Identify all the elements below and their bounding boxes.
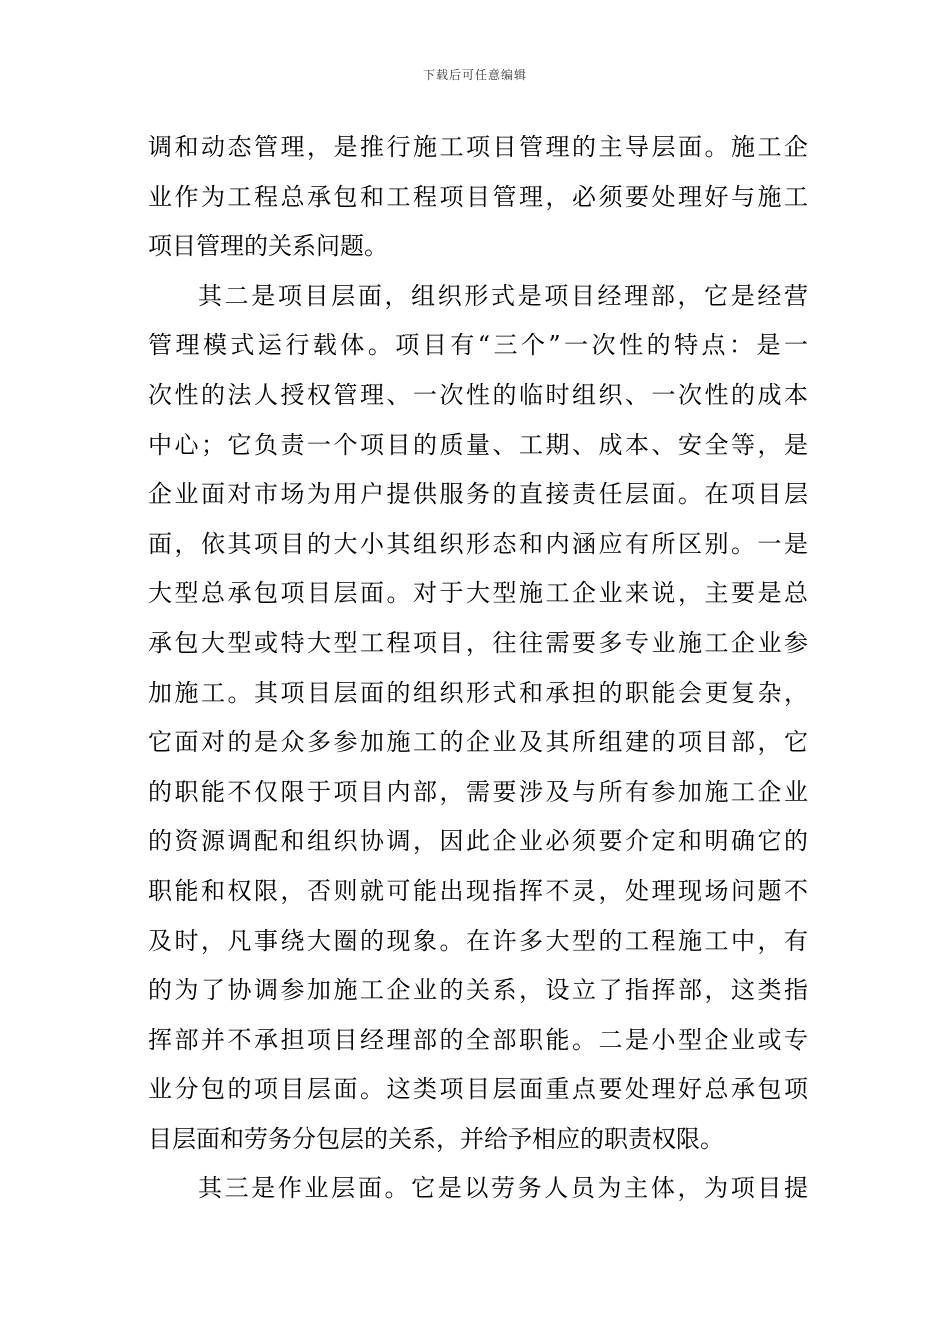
text-line: 项目管理的关系问题。 [148, 232, 388, 261]
text-line: 其二是项目层面，组织形式是项目经理部，它是经营 [198, 281, 808, 310]
text-line: 中心；它负责一个项目的质量、工期、成本、安全等，是 [148, 430, 808, 459]
text-line: 次性的法人授权管理、一次性的临时组织、一次性的成本 [148, 380, 808, 409]
text-line: 目层面和劳务分包层的关系，并给予相应的职责权限。 [148, 1124, 724, 1153]
text-line: 面，依其项目的大小其组织形态和内涵应有所区别。一是 [148, 529, 808, 558]
page-header: 下载后可任意编辑 [422, 68, 527, 82]
text-line: 大型总承包项目层面。对于大型施工企业来说，主要是总 [148, 579, 808, 608]
text-line: 职能和权限，否则就可能出现指挥不灵，处理现场问题不 [148, 876, 808, 905]
text-line: 的资源调配和组织协调，因此企业必须要介定和明确它的 [148, 827, 808, 856]
text-line: 调和动态管理，是推行施工项目管理的主导层面。施工企 [148, 133, 808, 161]
text-line: 的职能不仅限于项目内部，需要涉及与所有参加施工企业 [148, 777, 808, 806]
text-line: 企业面对市场为用户提供服务的直接责任层面。在项目层 [148, 480, 808, 509]
text-line: 业作为工程总承包和工程项目管理，必须要处理好与施工 [148, 182, 808, 211]
document-body [148, 123, 808, 1214]
text-line: 承包大型或特大型工程项目，往往需要多专业施工企业参 [148, 628, 808, 657]
text-line: 业分包的项目层面。这类项目层面重点要处理好总承包项 [148, 1075, 808, 1104]
paragraph-1 [148, 123, 808, 272]
paragraph-3 [148, 1164, 808, 1214]
paragraph-2 [148, 272, 808, 1165]
text-line: 挥部并不承担项目经理部的全部职能。二是小型企业或专 [148, 1025, 808, 1054]
text-line: 加施工。其项目层面的组织形式和承担的职能会更复杂， [148, 678, 808, 707]
text-line: 其三是作业层面。它是以劳务人员为主体，为项目提 [198, 1174, 808, 1203]
text-line: 的为了协调参加施工企业的关系，设立了指挥部，这类指 [148, 976, 808, 1005]
text-line: 及时，凡事绕大圈的现象。在许多大型的工程施工中，有 [148, 926, 808, 955]
text-line: 管理模式运行载体。项目有“三个”一次性的特点：是一 [148, 331, 808, 360]
text-line: 它面对的是众多参加施工的企业及其所组建的项目部，它 [148, 728, 808, 757]
